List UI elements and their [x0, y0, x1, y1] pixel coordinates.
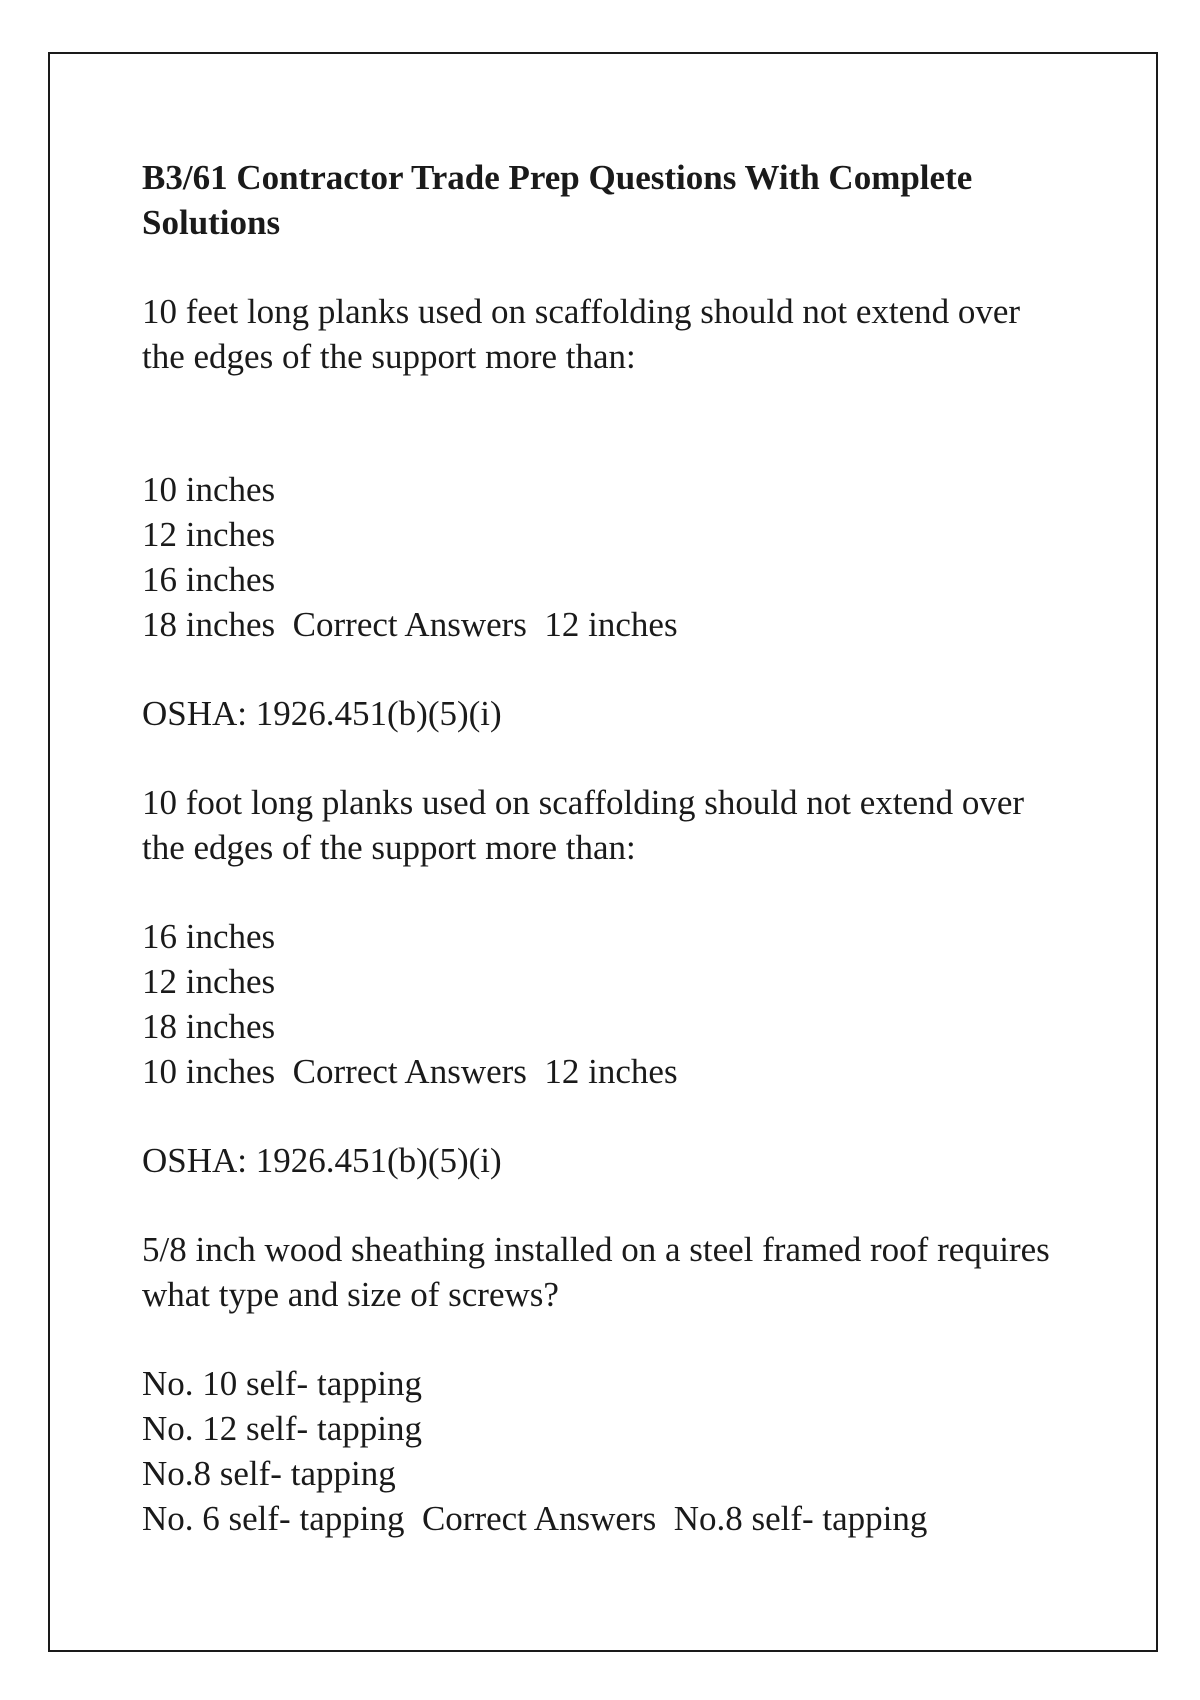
option: 16 inches: [142, 917, 276, 956]
option: 18 inches: [142, 1007, 276, 1046]
option: 10 inches: [142, 470, 276, 509]
question-1: [142, 289, 1082, 379]
option-with-answer: 18 inches Correct Answers 12 inches: [142, 605, 678, 644]
option: No. 12 self- tapping: [142, 1409, 422, 1448]
option-with-answer: 10 inches Correct Answers 12 inches: [142, 1052, 678, 1091]
reference: OSHA: 1926.451(b)(5)(i): [142, 1141, 502, 1180]
document-content: [142, 155, 1082, 1541]
question-2: [142, 780, 1082, 870]
option: No. 10 self- tapping: [142, 1364, 422, 1403]
option: 12 inches: [142, 962, 276, 1001]
document-title: [142, 155, 1082, 245]
question-text-line-1: 10 foot long planks used on scaffolding should not extend over: [142, 783, 1025, 822]
question-2-options: [142, 914, 1082, 1094]
question-text-line-2: the edges of the support more than:: [142, 828, 636, 867]
title-line-2: Solutions: [142, 203, 281, 242]
question-text-line-2: what type and size of screws?: [142, 1275, 559, 1314]
question-3-options: [142, 1361, 1082, 1541]
question-1-options: [142, 467, 1082, 647]
question-text-line-1: 5/8 inch wood sheathing installed on a steel framed roof requires: [142, 1230, 1050, 1269]
option: No.8 self- tapping: [142, 1454, 396, 1493]
option: 16 inches: [142, 560, 276, 599]
question-text-line-1: 10 feet long planks used on scaffolding should not extend over: [142, 292, 1021, 331]
title-line-1: B3/61 Contractor Trade Prep Questions With Complete: [142, 158, 973, 197]
question-text-line-2: the edges of the support more than:: [142, 337, 636, 376]
question-3: [142, 1227, 1082, 1317]
reference: OSHA: 1926.451(b)(5)(i): [142, 694, 502, 733]
option: 12 inches: [142, 515, 276, 554]
option-with-answer: No. 6 self- tapping Correct Answers No.8 self- tapping: [142, 1499, 928, 1538]
